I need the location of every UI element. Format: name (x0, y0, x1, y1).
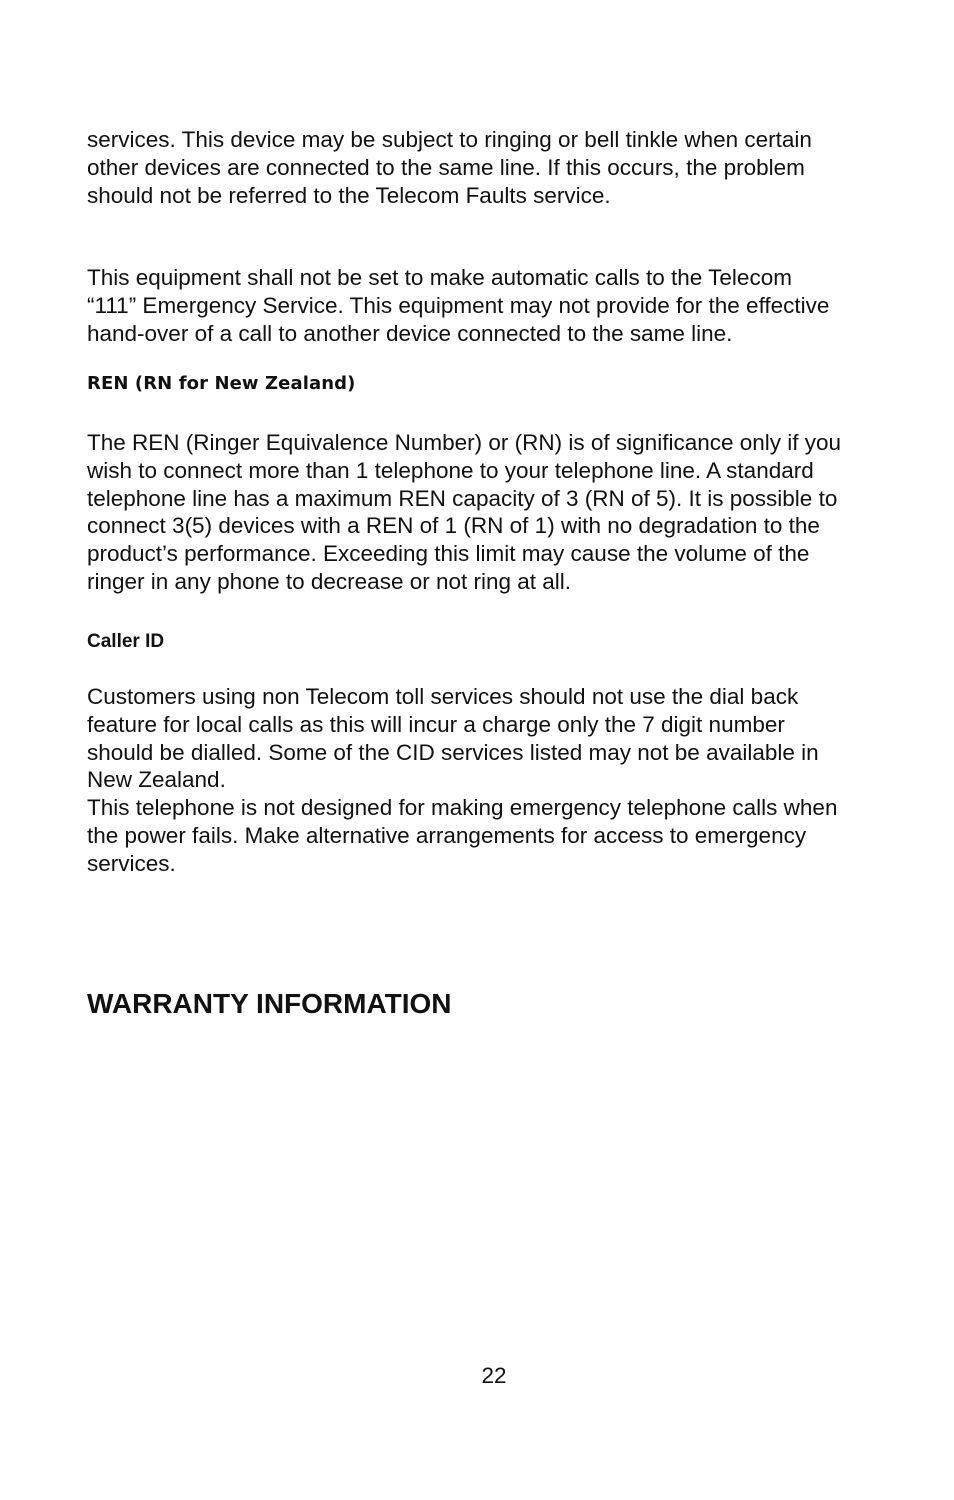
paragraph-caller-id (87, 683, 907, 878)
paragraph-services-continued (87, 126, 907, 209)
text-line: should be dialled. Some of the CID services listed may not be available in (87, 739, 819, 765)
text-line: ringer in any phone to decrease or not ring at all. (87, 568, 572, 594)
paragraph-emergency-service (87, 264, 907, 347)
text-line: connect 3(5) devices with a REN of 1 (RN of 1) with no degradation to the (87, 513, 820, 539)
text-line: product’s performance. Exceeding this limit may cause the volume of the (87, 541, 810, 567)
text-line: “111” Emergency Service. This equipment may not provide for the effective (87, 292, 830, 318)
text-line: New Zealand. (87, 767, 226, 793)
text-line: other devices are connected to the same line. If this occurs, the problem (87, 154, 805, 180)
text-line: wish to connect more than 1 telephone to your telephone line. A standard (87, 457, 814, 483)
text-line: Customers using non Telecom toll services should not use the dial back (87, 684, 799, 709)
heading-caller-id: Caller ID (87, 631, 165, 652)
text-line: should not be referred to the Telecom Faults service. (87, 182, 611, 208)
text-line: The REN (Ringer Equivalence Number) or (RN) is of significance only if you (87, 430, 842, 455)
text-line: hand-over of a call to another device connected to the same line. (87, 320, 733, 346)
text-line: feature for local calls as this will incur a charge only the 7 digit number (87, 711, 785, 737)
paragraph-ren (87, 429, 907, 596)
page-number: 22 (481, 1363, 507, 1388)
heading-ren: REN (RN for New Zealand) (87, 373, 356, 394)
text-line: telephone line has a maximum REN capacity of 3 (RN of 5). It is possible to (87, 485, 838, 511)
heading-warranty-information: WARRANTY INFORMATION (87, 988, 452, 1019)
text-line: services. This device may be subject to ringing or bell tinkle when certain (87, 127, 812, 152)
text-line: services. (87, 850, 176, 876)
text-line: This telephone is not designed for making emergency telephone calls when (87, 795, 838, 821)
text-line: the power fails. Make alternative arrangements for access to emergency (87, 822, 807, 848)
text-line: This equipment shall not be set to make automatic calls to the Telecom (87, 265, 792, 290)
